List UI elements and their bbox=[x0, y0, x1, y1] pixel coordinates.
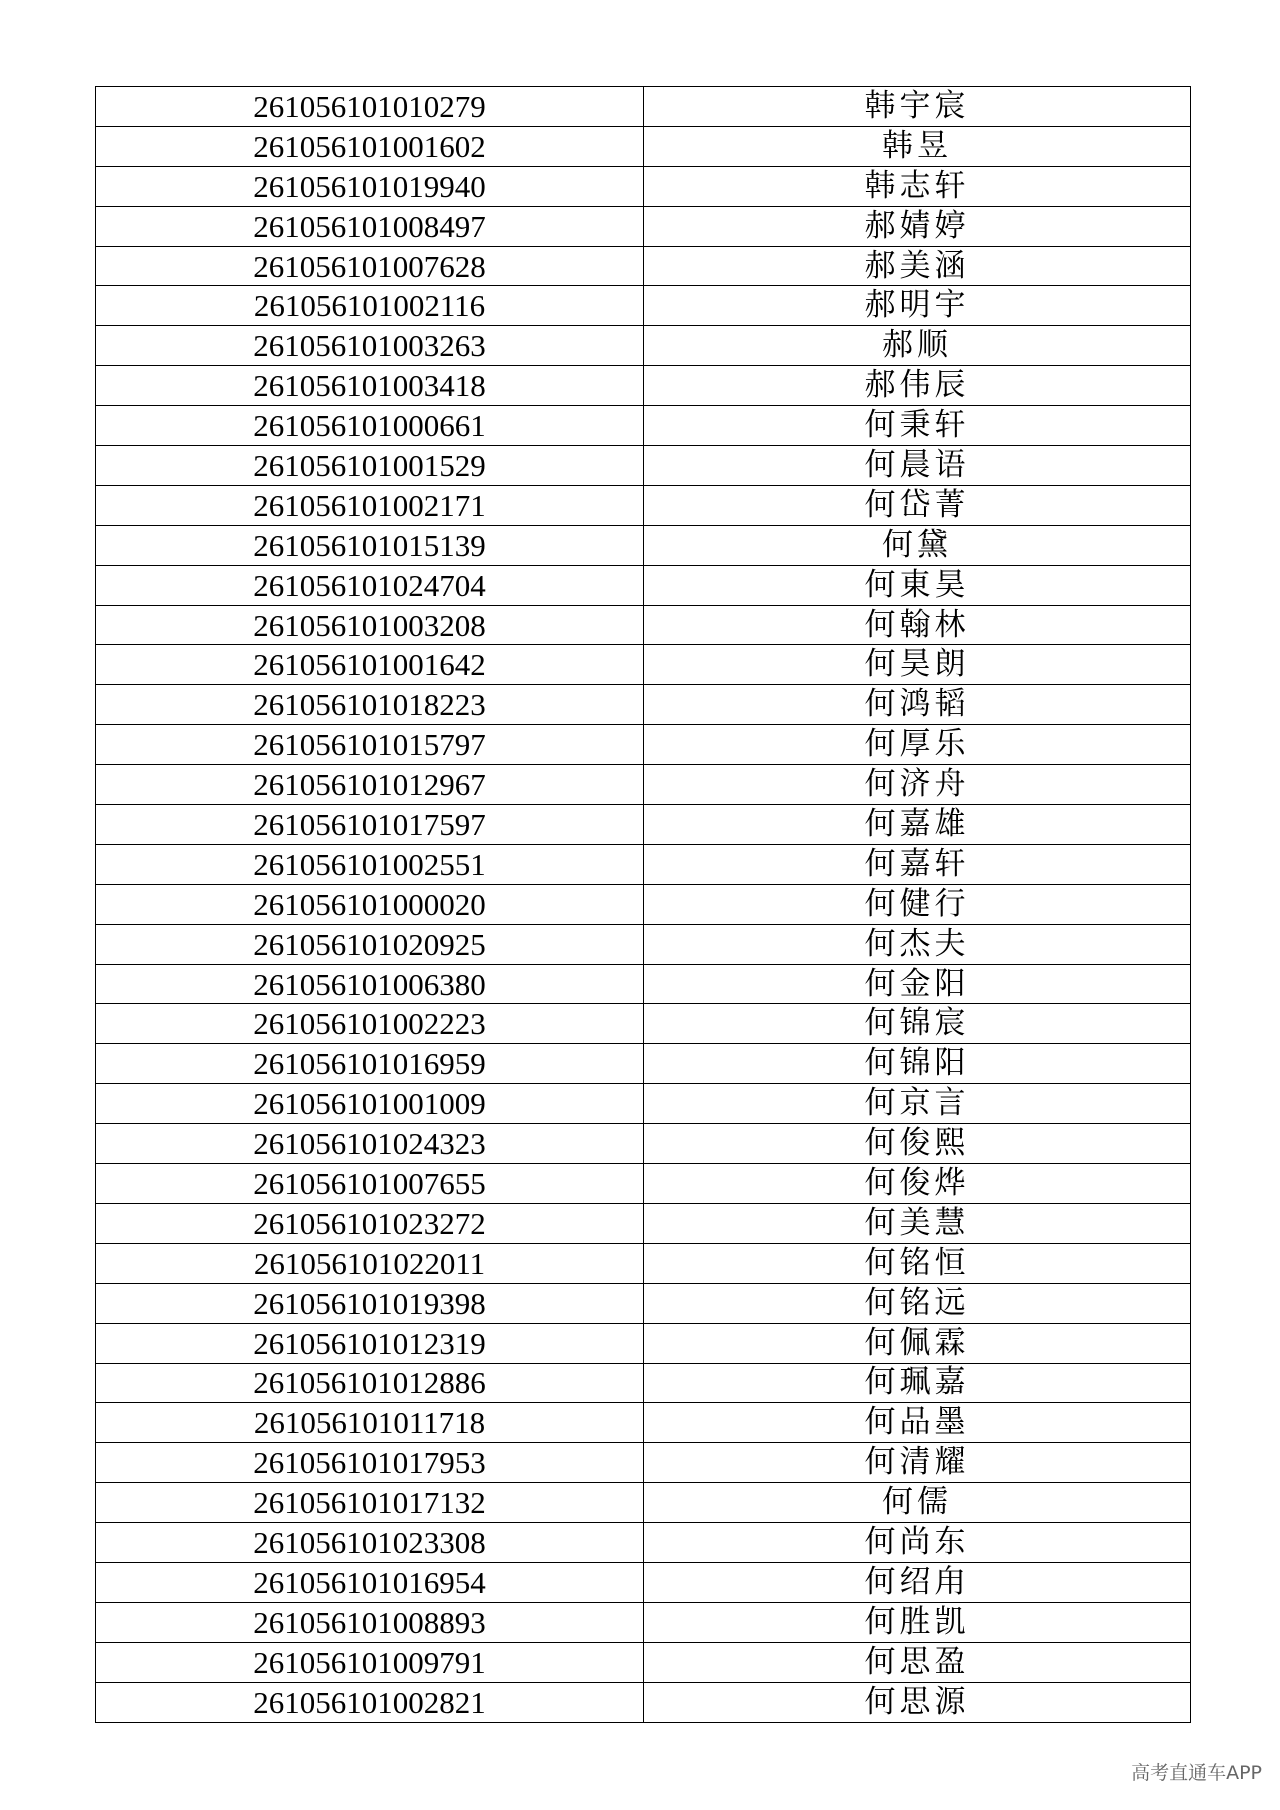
table-row bbox=[96, 1243, 1191, 1283]
candidate-id-cell: 261056101001009 bbox=[96, 1084, 644, 1124]
candidate-name-cell: 郝伟辰 bbox=[644, 366, 1191, 406]
watermark-text: 高考直通车APP bbox=[1131, 1762, 1262, 1784]
candidate-name-cell: 何岱菁 bbox=[644, 485, 1191, 525]
candidate-name-cell: 何俊烨 bbox=[644, 1164, 1191, 1204]
table-row bbox=[96, 1044, 1191, 1084]
candidate-id-cell: 261056101023272 bbox=[96, 1203, 644, 1243]
candidate-name-cell: 何厚乐 bbox=[644, 725, 1191, 765]
candidate-name-cell: 何思盈 bbox=[644, 1642, 1191, 1682]
candidate-name-cell: 何杰夫 bbox=[644, 924, 1191, 964]
table-row bbox=[96, 964, 1191, 1004]
table-row bbox=[96, 126, 1191, 166]
candidate-id-cell: 261056101001602 bbox=[96, 126, 644, 166]
table-row bbox=[96, 1602, 1191, 1642]
table-row bbox=[96, 485, 1191, 525]
table-row bbox=[96, 1283, 1191, 1323]
candidate-id-cell: 261056101022011 bbox=[96, 1243, 644, 1283]
table-row bbox=[96, 725, 1191, 765]
table-row bbox=[96, 565, 1191, 605]
candidate-name-cell: 何品墨 bbox=[644, 1403, 1191, 1443]
candidate-id-cell: 261056101016959 bbox=[96, 1044, 644, 1084]
candidate-name-cell: 何清耀 bbox=[644, 1443, 1191, 1483]
candidate-id-cell: 261056101015797 bbox=[96, 725, 644, 765]
table-row bbox=[96, 366, 1191, 406]
candidate-name-cell: 韩志轩 bbox=[644, 166, 1191, 206]
candidate-name-cell: 何金阳 bbox=[644, 964, 1191, 1004]
candidate-name-cell: 何儒 bbox=[644, 1483, 1191, 1523]
candidate-id-cell: 261056101003418 bbox=[96, 366, 644, 406]
candidate-name-cell: 何俊熙 bbox=[644, 1124, 1191, 1164]
candidate-id-cell: 261056101019398 bbox=[96, 1283, 644, 1323]
candidate-id-cell: 261056101002116 bbox=[96, 286, 644, 326]
table-row bbox=[96, 1164, 1191, 1204]
table-row bbox=[96, 605, 1191, 645]
candidate-name-cell: 何美慧 bbox=[644, 1203, 1191, 1243]
candidate-name-cell: 何鸿韬 bbox=[644, 685, 1191, 725]
candidate-name-cell: 何锦阳 bbox=[644, 1044, 1191, 1084]
table-row bbox=[96, 685, 1191, 725]
candidate-id-cell: 261056101001529 bbox=[96, 446, 644, 486]
candidate-name-cell: 郝顺 bbox=[644, 326, 1191, 366]
table-row bbox=[96, 286, 1191, 326]
table-row bbox=[96, 765, 1191, 805]
candidate-id-cell: 261056101018223 bbox=[96, 685, 644, 725]
table-row bbox=[96, 1363, 1191, 1403]
table-row bbox=[96, 446, 1191, 486]
table-row bbox=[96, 884, 1191, 924]
candidate-id-cell: 261056101017953 bbox=[96, 1443, 644, 1483]
candidate-name-cell: 何济舟 bbox=[644, 765, 1191, 805]
candidate-id-cell: 261056101012886 bbox=[96, 1363, 644, 1403]
candidate-name-cell: 何黛 bbox=[644, 525, 1191, 565]
candidate-name-cell: 何晨语 bbox=[644, 446, 1191, 486]
candidate-id-cell: 261056101006380 bbox=[96, 964, 644, 1004]
candidate-id-cell: 261056101010279 bbox=[96, 87, 644, 127]
candidate-id-cell: 261056101017597 bbox=[96, 805, 644, 845]
candidate-id-cell: 261056101008497 bbox=[96, 206, 644, 246]
candidate-id-cell: 261056101019940 bbox=[96, 166, 644, 206]
table-row bbox=[96, 844, 1191, 884]
candidate-id-cell: 261056101012319 bbox=[96, 1323, 644, 1363]
candidate-id-cell: 261056101002821 bbox=[96, 1682, 644, 1722]
table-row bbox=[96, 87, 1191, 127]
table-row bbox=[96, 805, 1191, 845]
candidate-name-cell: 何铭恒 bbox=[644, 1243, 1191, 1283]
candidate-id-cell: 261056101020925 bbox=[96, 924, 644, 964]
candidate-id-cell: 261056101003208 bbox=[96, 605, 644, 645]
roster-table bbox=[95, 86, 1191, 1723]
table-row bbox=[96, 1443, 1191, 1483]
candidate-name-cell: 何尚东 bbox=[644, 1523, 1191, 1563]
table-row bbox=[96, 166, 1191, 206]
candidate-id-cell: 261056101023308 bbox=[96, 1523, 644, 1563]
table-row bbox=[96, 326, 1191, 366]
candidate-id-cell: 261056101024323 bbox=[96, 1124, 644, 1164]
table-row bbox=[96, 1642, 1191, 1682]
candidate-id-cell: 261056101011718 bbox=[96, 1403, 644, 1443]
candidate-name-cell: 郝明宇 bbox=[644, 286, 1191, 326]
table-row bbox=[96, 1323, 1191, 1363]
candidate-name-cell: 何锦宸 bbox=[644, 1004, 1191, 1044]
candidate-name-cell: 何秉轩 bbox=[644, 406, 1191, 446]
table-row bbox=[96, 924, 1191, 964]
candidate-id-cell: 261056101012967 bbox=[96, 765, 644, 805]
candidate-id-cell: 261056101008893 bbox=[96, 1602, 644, 1642]
table-row bbox=[96, 1124, 1191, 1164]
candidate-name-cell: 何珮嘉 bbox=[644, 1363, 1191, 1403]
candidate-name-cell: 何健行 bbox=[644, 884, 1191, 924]
table-row bbox=[96, 1682, 1191, 1722]
candidate-id-cell: 261056101000020 bbox=[96, 884, 644, 924]
table-row bbox=[96, 406, 1191, 446]
candidate-id-cell: 261056101007655 bbox=[96, 1164, 644, 1204]
table-row bbox=[96, 246, 1191, 286]
candidate-name-cell: 韩昱 bbox=[644, 126, 1191, 166]
table-row bbox=[96, 1403, 1191, 1443]
table-row bbox=[96, 1562, 1191, 1602]
candidate-id-cell: 261056101002223 bbox=[96, 1004, 644, 1044]
candidate-name-cell: 何胜凯 bbox=[644, 1602, 1191, 1642]
candidate-name-cell: 何思源 bbox=[644, 1682, 1191, 1722]
candidate-id-cell: 261056101007628 bbox=[96, 246, 644, 286]
candidate-id-cell: 261056101009791 bbox=[96, 1642, 644, 1682]
candidate-name-cell: 郝美涵 bbox=[644, 246, 1191, 286]
candidate-id-cell: 261056101015139 bbox=[96, 525, 644, 565]
candidate-name-cell: 何東昊 bbox=[644, 565, 1191, 605]
candidate-id-cell: 261056101017132 bbox=[96, 1483, 644, 1523]
candidate-id-cell: 261056101016954 bbox=[96, 1562, 644, 1602]
table-row bbox=[96, 1483, 1191, 1523]
table-row bbox=[96, 525, 1191, 565]
candidate-id-cell: 261056101002171 bbox=[96, 485, 644, 525]
candidate-name-cell: 何京言 bbox=[644, 1084, 1191, 1124]
candidate-id-cell: 261056101002551 bbox=[96, 844, 644, 884]
candidate-name-cell: 何绍甪 bbox=[644, 1562, 1191, 1602]
table-row bbox=[96, 1004, 1191, 1044]
candidate-name-cell: 郝婧婷 bbox=[644, 206, 1191, 246]
table-row bbox=[96, 1203, 1191, 1243]
candidate-id-cell: 261056101000661 bbox=[96, 406, 644, 446]
candidate-id-cell: 261056101003263 bbox=[96, 326, 644, 366]
candidate-name-cell: 韩宇宸 bbox=[644, 87, 1191, 127]
roster-table-body bbox=[96, 87, 1191, 1723]
candidate-name-cell: 何昊朗 bbox=[644, 645, 1191, 685]
table-row bbox=[96, 645, 1191, 685]
candidate-id-cell: 261056101024704 bbox=[96, 565, 644, 605]
candidate-name-cell: 何翰林 bbox=[644, 605, 1191, 645]
candidate-name-cell: 何嘉轩 bbox=[644, 844, 1191, 884]
table-row bbox=[96, 1084, 1191, 1124]
table-row bbox=[96, 206, 1191, 246]
candidate-id-cell: 261056101001642 bbox=[96, 645, 644, 685]
candidate-name-cell: 何佩霖 bbox=[644, 1323, 1191, 1363]
candidate-name-cell: 何铭远 bbox=[644, 1283, 1191, 1323]
candidate-name-cell: 何嘉雄 bbox=[644, 805, 1191, 845]
table-row bbox=[96, 1523, 1191, 1563]
